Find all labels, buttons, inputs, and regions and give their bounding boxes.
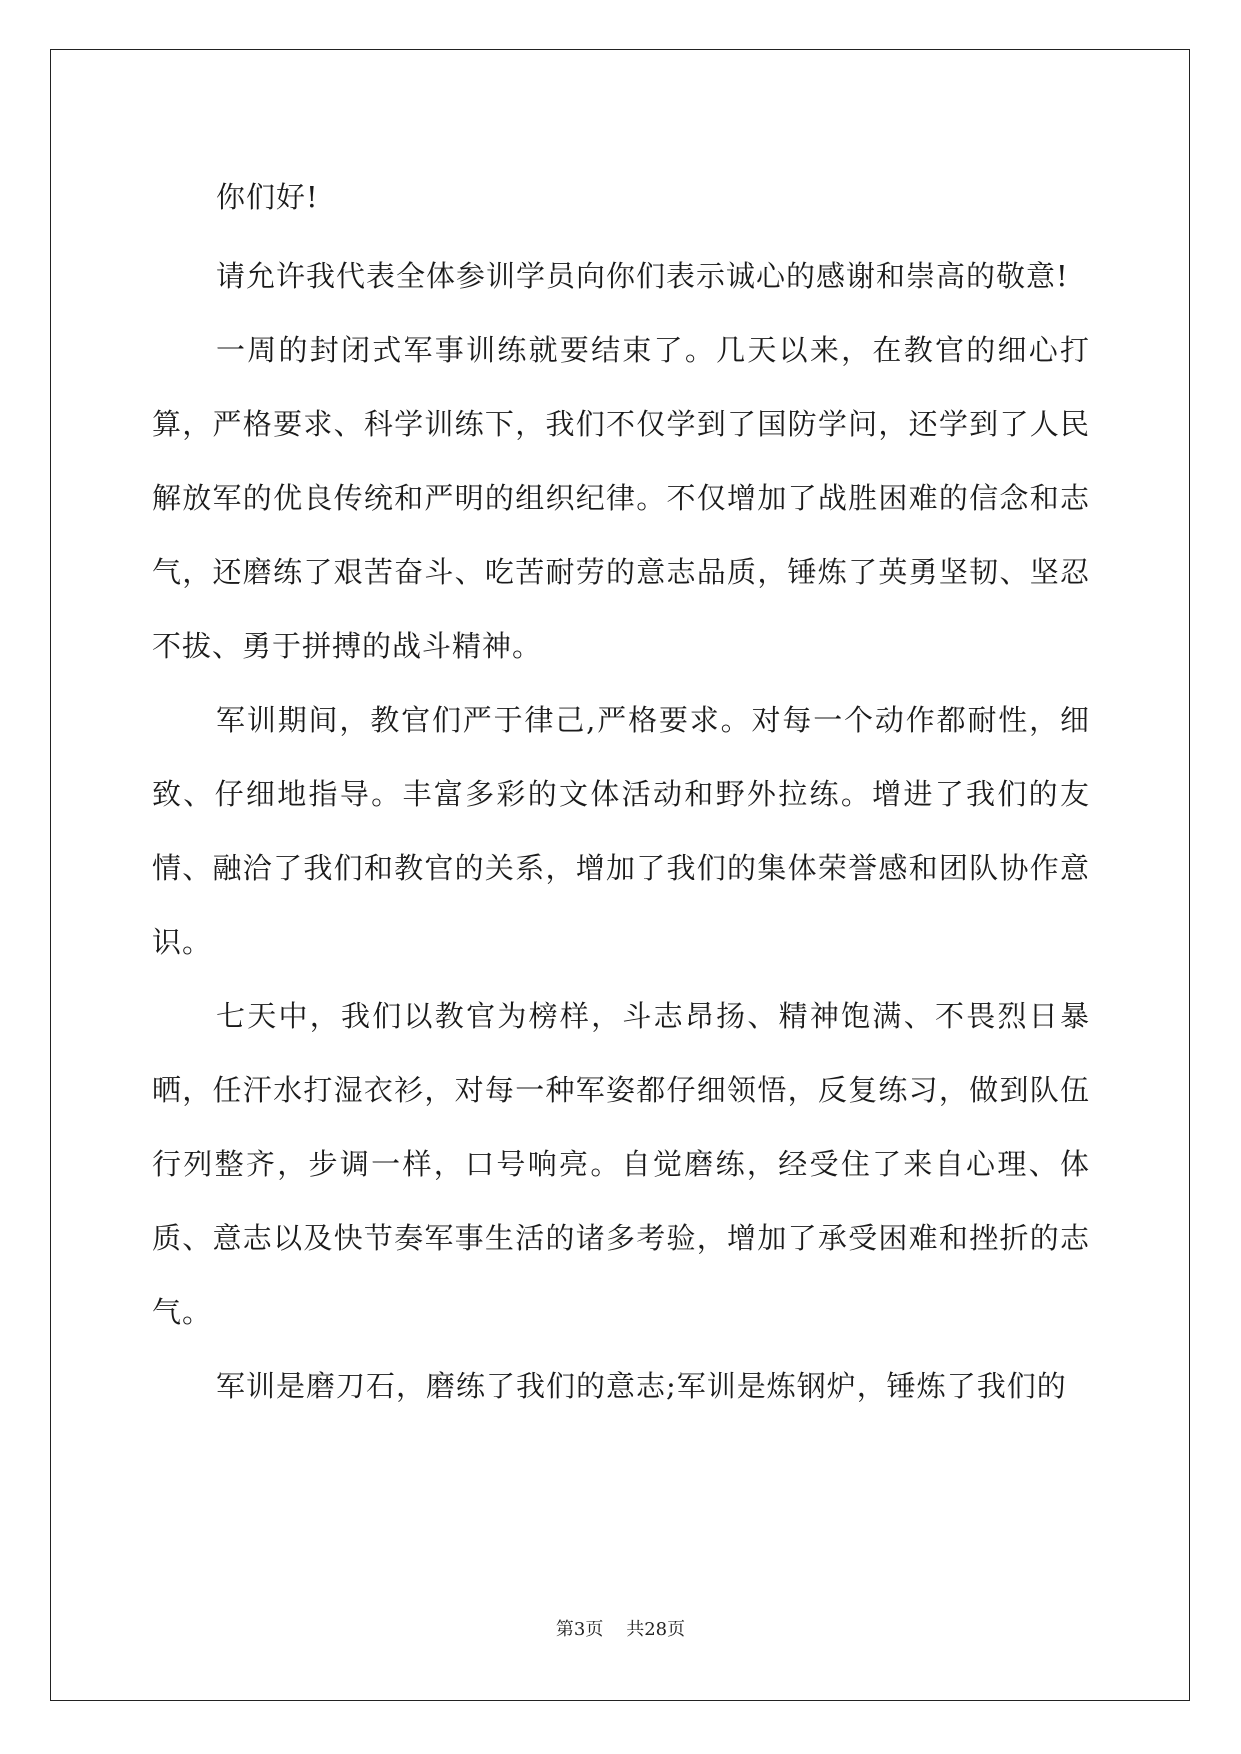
document-body	[152, 160, 1090, 1423]
body-paragraph-4: 七天中，我们以教官为榜样，斗志昂扬、精神饱满、不畏烈日暴晒，任汗水打湿衣衫，对每一种军姿都仔细领悟，反复练习，做到队伍行列整齐，步调一样，口号响亮。自觉磨练，经受住了来自心理、体质、意志以及快节奏军事生活的诸多考验，增加了承受困难和挫折的志气。	[152, 999, 1090, 1329]
body-paragraph-5: 军训是磨刀石，磨练了我们的意志;军训是炼钢炉，锤炼了我们的	[216, 1369, 1067, 1403]
greeting-paragraph: 你们好!	[216, 180, 319, 214]
body-paragraph-3: 军训期间，教官们严于律己,严格要求。对每一个动作都耐性，细致、仔细地指导。丰富多彩的文体活动和野外拉练。增进了我们的友情、融洽了我们和教官的关系，增加了我们的集体荣誉感和团队协作意识。	[152, 703, 1090, 959]
page-footer	[0, 1615, 1241, 1641]
body-paragraph-1: 请允许我代表全体参训学员向你们表示诚心的感谢和崇高的敬意!	[216, 259, 1069, 293]
page-total: 共28页	[626, 1619, 686, 1640]
body-paragraph-2: 一周的封闭式军事训练就要结束了。几天以来，在教官的细心打算，严格要求、科学训练下，我们不仅学到了国防学问，还学到了人民解放军的优良传统和严明的组织纪律。不仅增加了战胜困难的信念和志气，还磨练了艰苦奋斗、吃苦耐劳的意志品质，锤炼了英勇坚韧、坚忍不拔、勇于拼搏的战斗精神。	[152, 333, 1090, 663]
page-number: 第3页	[555, 1619, 604, 1640]
